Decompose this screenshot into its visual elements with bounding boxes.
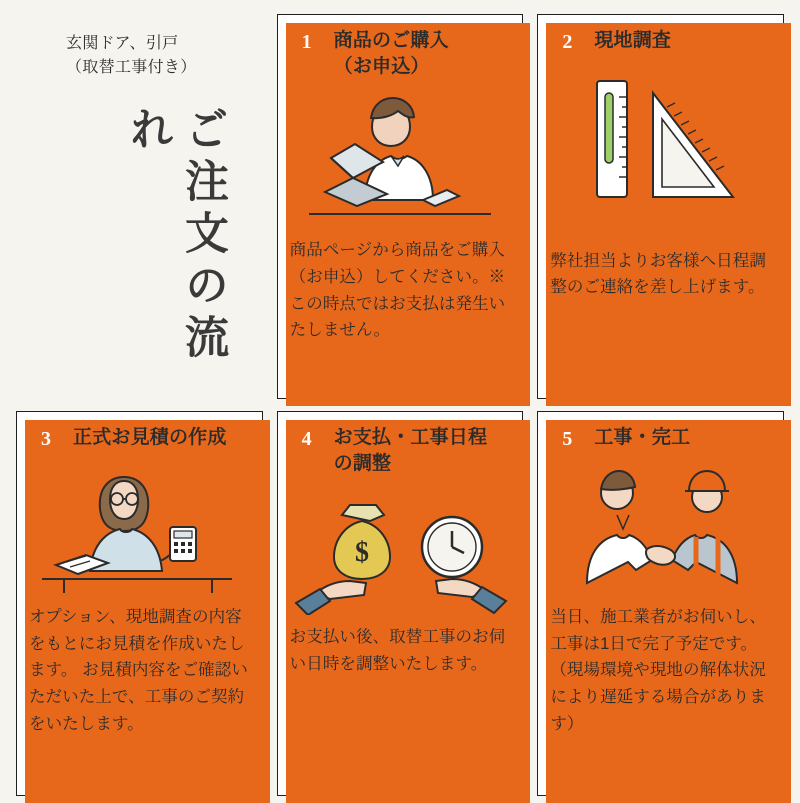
step-1-title	[334, 25, 449, 79]
steps-grid	[16, 14, 784, 786]
person-at-laptop-icon	[290, 83, 511, 233]
step-2-number: 2	[550, 25, 584, 59]
money-bag-and-clock-icon	[290, 480, 511, 620]
step-card-4	[277, 411, 524, 796]
ruler-and-triangle-icon	[550, 63, 771, 213]
step-3-title: 正式お見積の作成	[73, 427, 227, 448]
step-4-header	[290, 422, 511, 476]
product-subtitle	[66, 32, 257, 80]
step-2-header	[550, 25, 771, 59]
svg-text:$: $	[354, 537, 369, 569]
step-1-header	[290, 25, 511, 79]
handshake-workers-icon	[550, 460, 771, 600]
step-5-body: 当日、施工業者がお伺いし、工事は1日で完了予定です。 （現場環境や現地の解体状況により遅延する場合があります）	[550, 608, 766, 733]
product-subtitle-line2: （取替工事付き）	[66, 59, 197, 76]
step-1-title-line1: 商品のご購入	[333, 30, 449, 51]
step-2-accent-text: 現地調査を依頼する	[550, 221, 700, 239]
step-1-title-line2: （お申込）	[333, 55, 430, 77]
step-5-number: 5	[550, 422, 584, 456]
step-4-title-line1: お支払・工事日程	[333, 427, 488, 448]
step-4-number: 4	[290, 422, 324, 456]
step-5-title: 工事・完工	[594, 427, 691, 448]
product-subtitle-line1: 玄関ドア、引戸	[66, 35, 179, 52]
step-4-body-text: お支払い後、取替工事のお伺い日時を調整いたします。	[289, 628, 506, 673]
step-2-body-text: 弊社担当よりお客様へ日程調整のご連絡を差し上げます。	[550, 251, 766, 297]
step-1-body: 商品ページから商品をご購入（お申込）してください。※この時点ではお支払は発生いたしません。	[289, 241, 506, 340]
step-2-title: 現地調査	[594, 30, 672, 51]
step-card-5	[537, 411, 784, 796]
title-block	[16, 14, 263, 399]
step-3-number: 3	[29, 422, 63, 456]
step-2-body	[550, 217, 771, 301]
step-4-title	[334, 422, 488, 476]
step-card-1	[277, 14, 524, 399]
step-4-cancel-warning: 工事契約後のキャンセルはできませんのでご注意ください。	[289, 655, 506, 727]
step-card-2	[537, 14, 784, 399]
step-1-number: 1	[290, 25, 324, 59]
step-4-body	[290, 624, 511, 731]
step-3-header	[29, 422, 250, 456]
step-card-3	[16, 411, 263, 796]
step-5-header	[550, 422, 771, 456]
step-4-title-line2: の調整	[333, 452, 392, 474]
page-title: ご注文の流れ	[123, 106, 227, 366]
woman-with-calculator-icon	[29, 460, 250, 600]
step-3-body: オプション、現地調査の内容をもとにお見積を作成いたします。 お見積内容をご確認いただいた上で、工事のご契約をいたします。	[29, 608, 248, 733]
